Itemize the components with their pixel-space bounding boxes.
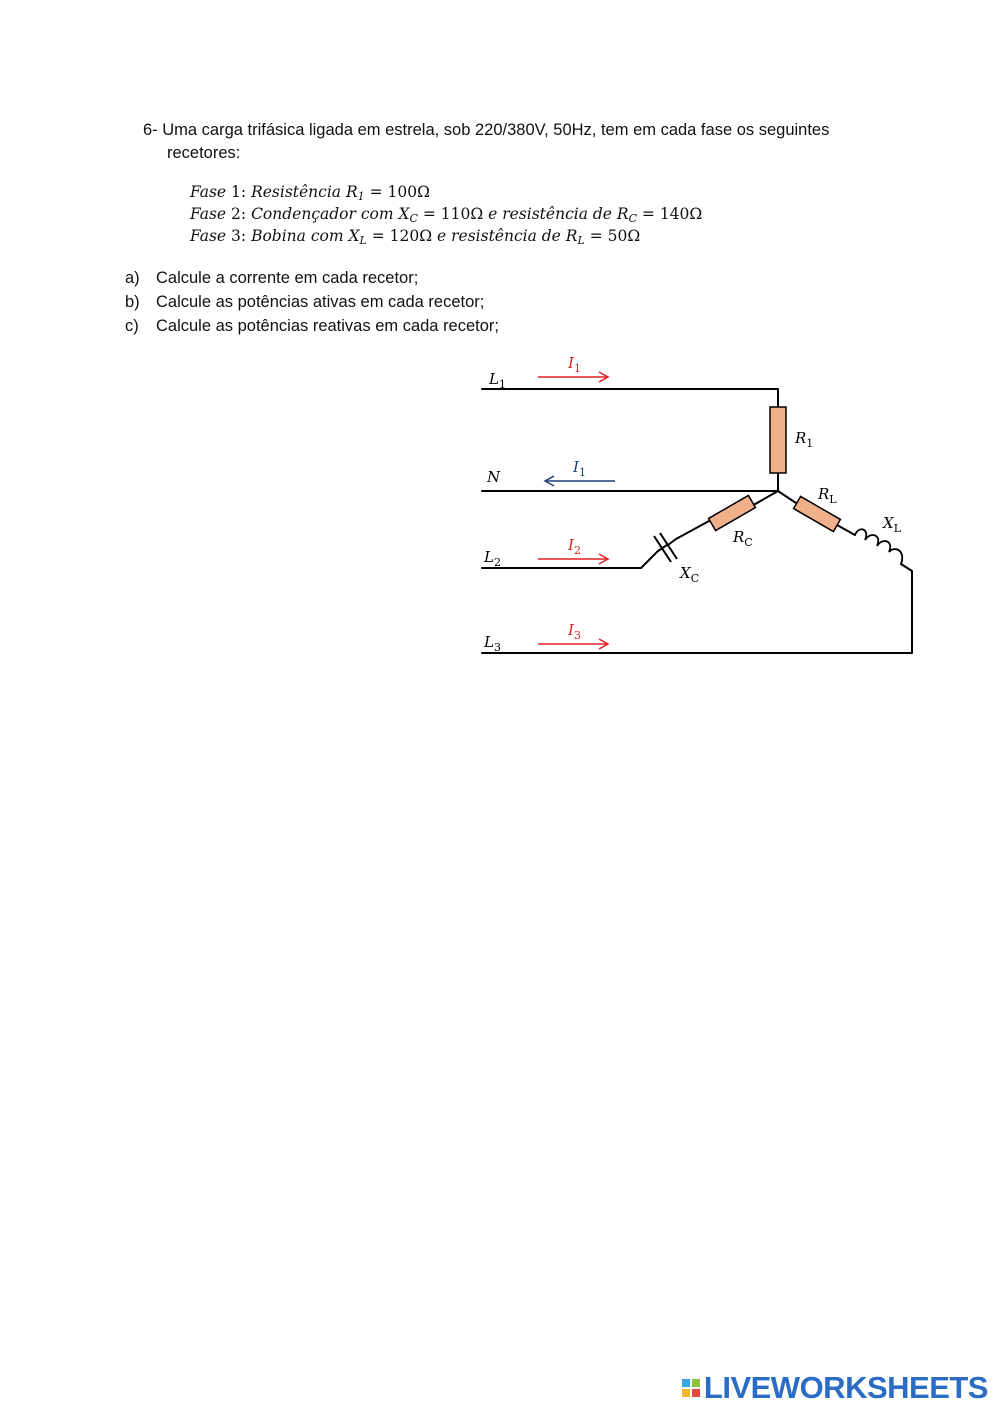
- wire-rl-to-xl: [837, 525, 855, 535]
- capacitor-xc: [654, 533, 677, 562]
- resistor-r1: [770, 407, 786, 473]
- wire-xc-to-rc: [676, 521, 709, 539]
- wire-l1: [482, 389, 778, 407]
- problem-text-line2: recetores:: [167, 144, 241, 162]
- question-list: [125, 266, 499, 338]
- label-i1-neutral: $I_1$: [573, 458, 586, 479]
- phase-list: [190, 181, 702, 247]
- question-a: a) Calcule a corrente em cada recetor;: [125, 269, 419, 287]
- liveworksheets-logo-icon: [682, 1379, 700, 1397]
- phase-row-2: Fase 2: Condençador com $X_C = 110\Omega$ e resistência de $R_C = 140\Omega$: [190, 205, 703, 225]
- liveworksheets-footer: [682, 1370, 988, 1406]
- label-i2: $I_2$: [568, 536, 581, 557]
- label-l1: $L_1$: [489, 370, 506, 391]
- phase-row-1: Fase 1: Resistência $R_1 = 100\Omega$: [190, 183, 430, 203]
- liveworksheets-brand: LIVEWORKSHEETS: [703, 1370, 988, 1405]
- label-n: N: [487, 468, 501, 486]
- label-xl: $X_L$: [883, 514, 901, 535]
- wire-node-to-rl: [778, 491, 796, 503]
- phase-row-3: Fase 3: Bobina com $X_L = 120\Omega$ e resistência de $R_L = 50\Omega$: [190, 227, 641, 247]
- label-r1: $R_1$: [795, 429, 814, 450]
- label-i3: $I_3$: [568, 621, 581, 642]
- label-rl: $R_L$: [818, 485, 837, 506]
- label-l2: $L_2$: [484, 548, 501, 569]
- label-i1-line: $I_1$: [568, 354, 581, 375]
- problem-number: 6-: [143, 121, 158, 139]
- label-l3: $L_3$: [484, 633, 501, 654]
- label-rc: $R_C$: [733, 528, 753, 549]
- label-xc: $X_C$: [680, 564, 700, 585]
- question-c: c) Calcule as potências reativas em cada recetor;: [125, 317, 500, 335]
- question-b: b) Calcule as potências ativas em cada recetor;: [125, 293, 485, 311]
- problem-text-line1: Uma carga trifásica ligada em estrela, sob 220/380V, 50Hz, tem em cada fase os seguintes: [162, 121, 830, 139]
- resistor-rc: [709, 495, 756, 530]
- circuit-diagram: [460, 345, 930, 670]
- problem-statement: [143, 119, 903, 165]
